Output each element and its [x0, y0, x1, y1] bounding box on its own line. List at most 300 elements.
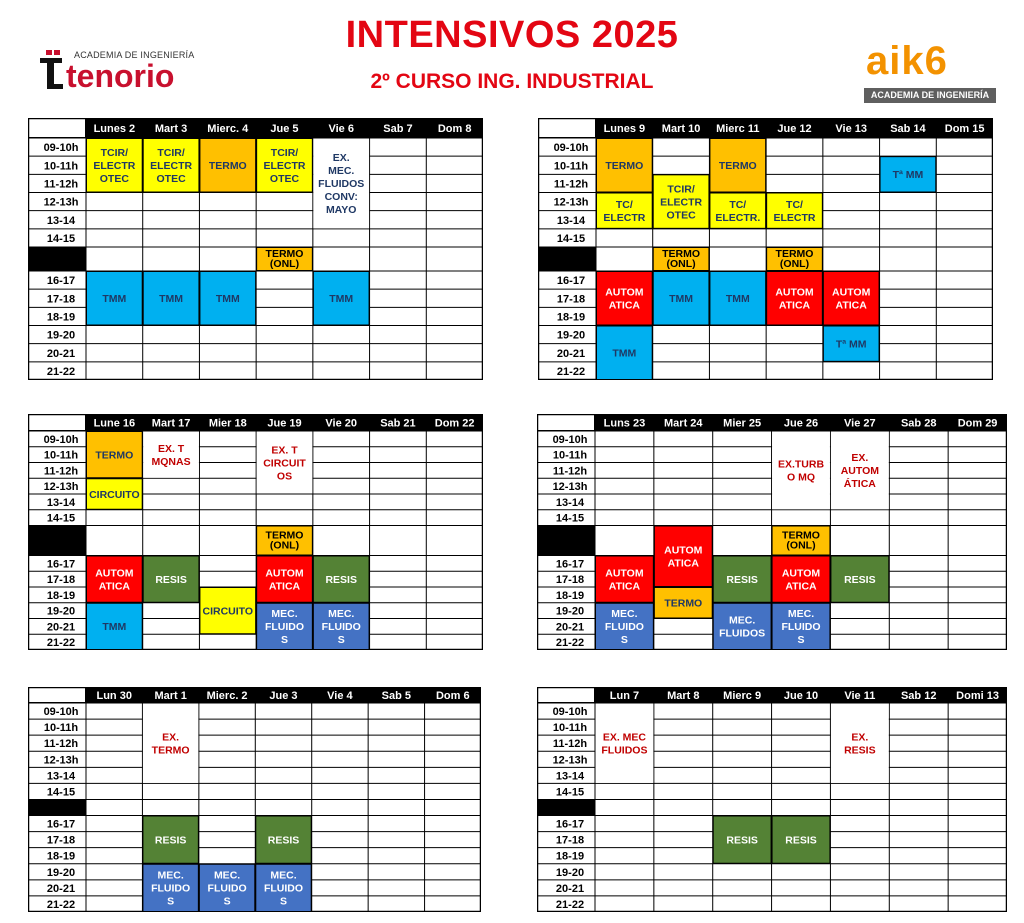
- class-label: S: [167, 895, 175, 908]
- class-label: TERMO: [151, 744, 190, 757]
- day-header: Lun 30: [96, 690, 132, 702]
- class-label: TERMO: [718, 160, 757, 173]
- class-label: OTEC: [666, 209, 696, 222]
- lunch-break-spacer: [538, 247, 596, 271]
- class-block: [597, 139, 653, 193]
- page-title: INTENSIVOS 2025: [345, 14, 679, 56]
- time-slot-label: 09-10h: [43, 433, 79, 446]
- day-header: Mart 17: [151, 417, 191, 430]
- class-label: AUTOM: [605, 567, 644, 580]
- time-slot-label: 19-20: [555, 866, 585, 879]
- class-label: EX. T: [157, 442, 185, 455]
- time-slot-label: 09-10h: [43, 706, 79, 719]
- day-header: Mart 8: [667, 690, 700, 702]
- class-label: TERMO: [662, 248, 701, 261]
- day-header: Jue 3: [269, 690, 298, 702]
- class-label: ELECTR: [93, 160, 136, 173]
- class-label: ATICA: [667, 557, 699, 570]
- time-slot-label: 17-18: [46, 293, 76, 306]
- day-header: Vie 20: [325, 417, 358, 430]
- class-block: [256, 816, 311, 863]
- class-block: [597, 272, 653, 326]
- time-slot-label: 13-14: [556, 214, 586, 227]
- class-label: EX.: [332, 152, 350, 165]
- tenorio-mark-icon: [40, 46, 64, 92]
- class-label: OTEC: [99, 173, 129, 186]
- day-header: Mart 1: [154, 690, 187, 702]
- class-label: FLUIDO: [781, 621, 821, 634]
- day-header: Jue 26: [783, 417, 819, 430]
- day-header: Vie 6: [328, 123, 354, 135]
- class-label: (ONL): [786, 539, 816, 552]
- day-header: Sab 28: [900, 417, 937, 430]
- lunch-break-spacer: [28, 800, 86, 816]
- class-label: ELECTR.: [715, 211, 761, 224]
- class-label: AUTOM: [265, 567, 304, 580]
- class-label: ATICA: [835, 299, 867, 312]
- time-slot-label: 16-17: [46, 558, 76, 571]
- week-6-schedule: [537, 687, 1007, 912]
- class-block: [143, 864, 198, 911]
- lunch-break-spacer: [28, 526, 86, 556]
- tenorio-tagline: ACADEMIA DE INGENIERÍA: [74, 50, 195, 60]
- day-header: Jue 5: [270, 123, 299, 135]
- class-label: (ONL): [666, 258, 696, 271]
- class-label: TERMO: [664, 597, 703, 610]
- class-label: FLUIDO: [264, 621, 305, 634]
- schedule-grid: [537, 687, 1007, 912]
- time-slot-label: 09-10h: [553, 142, 589, 155]
- class-label: ATICA: [785, 580, 817, 593]
- class-label: TMM: [159, 293, 184, 306]
- class-label: TCIR/: [270, 147, 299, 160]
- day-header: Mart 3: [154, 123, 188, 135]
- time-slot-label: 12-13h: [43, 196, 79, 209]
- day-header: Jue 12: [777, 123, 812, 135]
- class-label: TMM: [725, 293, 750, 306]
- class-label: TCIR/: [100, 147, 129, 160]
- class-block: [596, 603, 654, 649]
- class-block: [767, 272, 823, 326]
- class-label: ÁTICA: [843, 478, 876, 491]
- class-label: CIRCUIT: [263, 457, 306, 470]
- class-block: [772, 432, 830, 510]
- class-label: MEC.: [787, 608, 815, 621]
- class-label: MEC.: [729, 614, 756, 627]
- time-slot-label: 10-11h: [552, 722, 588, 735]
- class-block: [143, 272, 199, 326]
- time-slot-label: 14-15: [555, 786, 585, 799]
- time-slot-label: 19-20: [46, 605, 76, 618]
- class-label: RESIS: [267, 834, 300, 847]
- time-slot-label: 21-22: [46, 637, 76, 650]
- time-slot-label: 18-19: [46, 589, 76, 602]
- time-slot-label: 18-19: [555, 850, 585, 863]
- class-label: AUTOM: [605, 286, 644, 299]
- time-slot-label: 19-20: [46, 329, 76, 342]
- time-slot-label: 21-22: [555, 898, 585, 911]
- day-header: Domi 13: [956, 690, 999, 702]
- class-block: [143, 432, 199, 478]
- time-slot-label: 11-12h: [552, 465, 588, 478]
- class-label: FLUIDOS: [601, 744, 648, 757]
- week-3-schedule: [28, 414, 483, 650]
- class-block: [823, 326, 879, 361]
- class-block: [767, 193, 823, 228]
- class-label: MEC.: [270, 869, 297, 882]
- day-header: Luns 23: [603, 417, 646, 430]
- class-label: ELECTR: [263, 160, 306, 173]
- class-block: [257, 526, 313, 555]
- time-slot-label: 21-22: [556, 365, 586, 378]
- class-block: [653, 248, 709, 271]
- class-block: [713, 556, 771, 602]
- day-header: Dom 22: [434, 417, 475, 430]
- day-header: Dom 15: [944, 123, 985, 135]
- class-label: RESIS: [785, 834, 817, 847]
- class-block: [831, 556, 889, 602]
- time-slot-label: 11-12h: [553, 178, 589, 191]
- class-block: [313, 272, 369, 326]
- class-block: [596, 556, 654, 602]
- class-label: AUTOM: [775, 286, 814, 299]
- time-slot-label: 13-14: [555, 496, 585, 509]
- class-label: (ONL): [779, 258, 810, 271]
- time-slot-label: 14-15: [555, 512, 585, 525]
- class-block: [257, 556, 313, 602]
- day-header: Vie 11: [844, 690, 876, 702]
- class-block: [597, 326, 653, 380]
- day-header: Dom 8: [437, 123, 472, 135]
- time-slot-label: 16-17: [555, 558, 585, 571]
- class-label: EX.: [162, 731, 180, 744]
- time-slot-label: 11-12h: [43, 738, 79, 751]
- time-slot-label: 13-14: [555, 770, 585, 783]
- class-label: CONV:: [324, 191, 358, 204]
- class-label: (ONL): [269, 258, 300, 271]
- day-header: Mierc. 4: [207, 123, 249, 135]
- class-label: MEC.: [157, 869, 184, 882]
- time-slot-label: 16-17: [46, 275, 76, 288]
- class-block: [654, 526, 712, 587]
- day-header: Mier 25: [723, 417, 762, 430]
- time-slot-label: 20-21: [46, 882, 76, 895]
- class-block: [654, 588, 712, 619]
- time-slot-label: 21-22: [46, 365, 76, 378]
- schedule-grid: [28, 414, 483, 650]
- class-label: MEC.: [213, 869, 241, 882]
- day-header: Sab 7: [383, 123, 413, 135]
- class-label: (ONL): [269, 539, 300, 552]
- day-header: Vie 4: [327, 690, 353, 702]
- time-slot-label: 14-15: [556, 232, 586, 245]
- time-slot-label: 11-12h: [43, 178, 79, 191]
- class-block: [767, 248, 823, 271]
- class-label: TERMO: [265, 248, 304, 261]
- time-slot-label: 20-21: [556, 347, 586, 360]
- time-slot-label: 09-10h: [552, 706, 588, 719]
- class-block: [710, 193, 766, 228]
- time-slot-label: 12-13h: [552, 754, 588, 767]
- class-label: AUTOM: [832, 286, 871, 299]
- class-label: ATICA: [778, 299, 811, 312]
- class-block: [143, 704, 198, 783]
- time-slot-label: 18-19: [46, 850, 76, 863]
- class-label: FLUIDO: [604, 621, 644, 634]
- tenorio-brand: tenorio: [66, 58, 175, 94]
- aik6-logo: [860, 38, 1000, 104]
- class-label: TERMO: [208, 160, 247, 173]
- day-header: Mierc 9: [723, 690, 762, 702]
- time-slot-label: 10-11h: [43, 449, 79, 462]
- day-header: Mierc. 2: [206, 690, 248, 702]
- time-slot-label: 18-19: [46, 311, 76, 324]
- class-block: [772, 556, 830, 602]
- time-slot-label: 09-10h: [43, 142, 79, 155]
- time-slot-label: 20-21: [555, 621, 585, 634]
- time-slot-label: 16-17: [555, 818, 585, 831]
- time-slot-label: 20-21: [46, 347, 76, 360]
- time-slot-label: 19-20: [555, 605, 585, 618]
- class-label: S: [279, 895, 288, 908]
- time-slot-label: 13-14: [46, 214, 76, 227]
- day-header: Sab 14: [890, 123, 926, 135]
- class-label: AUTOM: [664, 544, 703, 557]
- class-label: OS: [276, 470, 293, 483]
- day-header: Sab 12: [900, 690, 937, 702]
- class-label: ELECTR: [150, 160, 193, 173]
- class-block: [143, 556, 199, 602]
- class-label: ATICA: [98, 580, 131, 593]
- time-slot-label: 17-18: [555, 834, 585, 847]
- class-label: TMM: [102, 621, 127, 634]
- time-slot-label: 17-18: [46, 834, 76, 847]
- class-label: ATICA: [268, 580, 301, 593]
- time-slot-label: 21-22: [46, 898, 76, 911]
- time-slot-label: 20-21: [555, 882, 585, 895]
- day-header: Sab 21: [380, 417, 416, 430]
- week-2-schedule: [538, 118, 993, 380]
- day-header: Lunes 2: [93, 123, 136, 135]
- class-label: EX.: [851, 452, 869, 465]
- class-label: MEC.: [611, 608, 638, 621]
- day-header: Vie 27: [844, 417, 876, 430]
- class-label: S: [337, 634, 345, 647]
- class-block: [653, 175, 709, 229]
- class-label: TERMO: [782, 529, 820, 542]
- class-block: [87, 603, 143, 649]
- class-block: [313, 556, 369, 602]
- class-label: MAYO: [325, 204, 357, 217]
- time-slot-label: 10-11h: [552, 449, 588, 462]
- schedule-grid: [537, 414, 1007, 650]
- class-label: OTEC: [269, 173, 300, 186]
- lunch-break-spacer: [537, 800, 595, 816]
- class-block: [880, 157, 936, 192]
- class-label: MEC.: [328, 608, 355, 621]
- day-header: Vie 13: [835, 123, 868, 135]
- class-label: OTEC: [156, 173, 186, 186]
- class-label: AUTOM: [781, 567, 821, 580]
- class-label: RESIS: [726, 834, 758, 847]
- class-block: [823, 272, 879, 326]
- class-label: TERMO: [605, 160, 644, 173]
- class-block: [597, 193, 653, 228]
- day-header: Mart 10: [661, 123, 701, 135]
- class-label: TERMO: [265, 529, 304, 542]
- class-label: TMM: [329, 293, 354, 306]
- aik6-tagline: ACADEMIA DE INGENIERÍA: [864, 88, 996, 103]
- day-header: Lune 16: [93, 417, 136, 430]
- class-label: TMM: [612, 347, 637, 360]
- day-header: Dom 6: [435, 690, 470, 702]
- class-label: CIRCUITO: [202, 605, 254, 618]
- class-block: [200, 588, 256, 634]
- class-label: AUTOM: [95, 567, 134, 580]
- class-block: [653, 272, 709, 326]
- class-block: [257, 603, 313, 649]
- time-slot-label: 17-18: [555, 574, 585, 587]
- time-slot-label: 11-12h: [552, 738, 588, 751]
- class-label: ELECTR: [773, 211, 816, 224]
- class-label: TCIR/: [667, 183, 695, 196]
- class-label: TC/: [786, 198, 803, 211]
- class-block: [313, 603, 369, 649]
- schedule-grid: [538, 118, 993, 380]
- class-label: RESIS: [726, 573, 758, 586]
- time-slot-label: 21-22: [555, 637, 585, 650]
- lunch-break-spacer: [28, 247, 86, 271]
- class-block: [313, 139, 369, 229]
- class-label: FLUIDO: [207, 882, 247, 895]
- class-block: [710, 139, 766, 193]
- class-label: FLUIDOS: [318, 178, 365, 191]
- time-slot-label: 12-13h: [43, 754, 79, 767]
- time-slot-label: 12-13h: [553, 196, 589, 209]
- class-label: RESIS: [844, 744, 876, 757]
- class-block: [596, 704, 654, 783]
- class-label: TERMO: [95, 449, 134, 462]
- time-slot-label: 10-11h: [43, 722, 79, 735]
- day-header: Jue 10: [783, 690, 819, 702]
- time-slot-label: 16-17: [556, 275, 586, 288]
- time-slot-label: 13-14: [46, 496, 76, 509]
- class-label: MQNAS: [151, 455, 191, 468]
- day-header: Jue 19: [267, 417, 302, 430]
- class-block: [257, 432, 313, 494]
- class-block: [143, 139, 199, 193]
- time-slot-label: 12-13h: [43, 481, 79, 494]
- time-slot-label: 18-19: [555, 589, 585, 602]
- class-block: [143, 816, 198, 863]
- time-slot-label: 17-18: [46, 574, 76, 587]
- class-label: TMM: [669, 293, 694, 306]
- time-slot-label: 18-19: [556, 311, 586, 324]
- class-block: [772, 603, 830, 649]
- class-label: TMM: [102, 293, 127, 306]
- class-block: [831, 432, 889, 510]
- time-slot-label: 14-15: [46, 232, 76, 245]
- class-label: TC/: [729, 198, 747, 211]
- class-block: [87, 556, 143, 602]
- day-header: Mierc 11: [716, 123, 760, 135]
- class-block: [200, 272, 256, 326]
- time-slot-label: 14-15: [46, 786, 76, 799]
- day-header: Lunes 9: [603, 123, 646, 135]
- class-label: Tª MM: [892, 169, 924, 182]
- class-block: [831, 704, 889, 783]
- class-label: O MQ: [787, 471, 815, 484]
- class-block: [200, 139, 256, 193]
- class-block: [257, 248, 313, 271]
- class-label: S: [280, 634, 289, 647]
- class-block: [87, 432, 143, 478]
- tenorio-logo: [40, 46, 210, 96]
- class-label: S: [620, 634, 628, 647]
- class-block: [713, 816, 771, 863]
- time-slot-label: 20-21: [46, 621, 76, 634]
- class-label: ATICA: [608, 299, 641, 312]
- time-slot-label: 17-18: [556, 293, 586, 306]
- class-block: [772, 526, 830, 555]
- time-slot-label: 11-12h: [43, 465, 79, 478]
- aik6-brand: aik6: [866, 39, 948, 83]
- day-header: Lun 7: [609, 690, 640, 702]
- time-slot-label: 14-15: [46, 512, 76, 525]
- lunch-break-spacer: [537, 526, 595, 556]
- class-block: [710, 272, 766, 326]
- class-block: [713, 603, 771, 649]
- day-header: Dom 29: [957, 417, 998, 430]
- class-block: [257, 139, 313, 193]
- class-label: ELECTR: [603, 211, 646, 224]
- class-label: EX. MEC: [602, 731, 647, 744]
- class-label: S: [223, 895, 231, 908]
- schedule-grid: [28, 118, 483, 380]
- class-block: [772, 816, 830, 863]
- time-slot-label: 10-11h: [553, 160, 589, 173]
- time-slot-label: 13-14: [46, 770, 76, 783]
- class-label: TC/: [615, 198, 633, 211]
- page-subtitle: 2º CURSO ING. INDUSTRIAL: [370, 70, 654, 93]
- class-label: RESIS: [325, 573, 357, 586]
- class-label: TCIR/: [157, 147, 185, 160]
- class-label: Tª MM: [835, 338, 867, 351]
- time-slot-label: 09-10h: [552, 433, 588, 446]
- class-label: RESIS: [154, 834, 187, 847]
- class-label: FLUIDO: [321, 621, 361, 634]
- day-header: Mier 18: [208, 417, 247, 430]
- class-block: [256, 864, 311, 911]
- class-label: MEC.: [271, 608, 298, 621]
- class-label: TMM: [215, 293, 240, 306]
- time-slot-label: 12-13h: [552, 481, 588, 494]
- time-slot-label: 16-17: [46, 818, 76, 831]
- class-block: [87, 272, 143, 326]
- class-label: ATICA: [608, 580, 641, 593]
- week-1-schedule: [28, 118, 483, 380]
- class-label: FLUIDO: [151, 882, 191, 895]
- class-block: [87, 139, 143, 193]
- class-label: TERMO: [775, 248, 814, 261]
- class-label: FLUIDO: [263, 882, 304, 895]
- class-label: RESIS: [844, 573, 876, 586]
- class-label: MEC.: [328, 165, 355, 178]
- class-block: [199, 864, 254, 911]
- class-label: AUTOM: [840, 465, 880, 478]
- schedule-grid: [28, 687, 481, 912]
- class-label: EX.: [851, 731, 869, 744]
